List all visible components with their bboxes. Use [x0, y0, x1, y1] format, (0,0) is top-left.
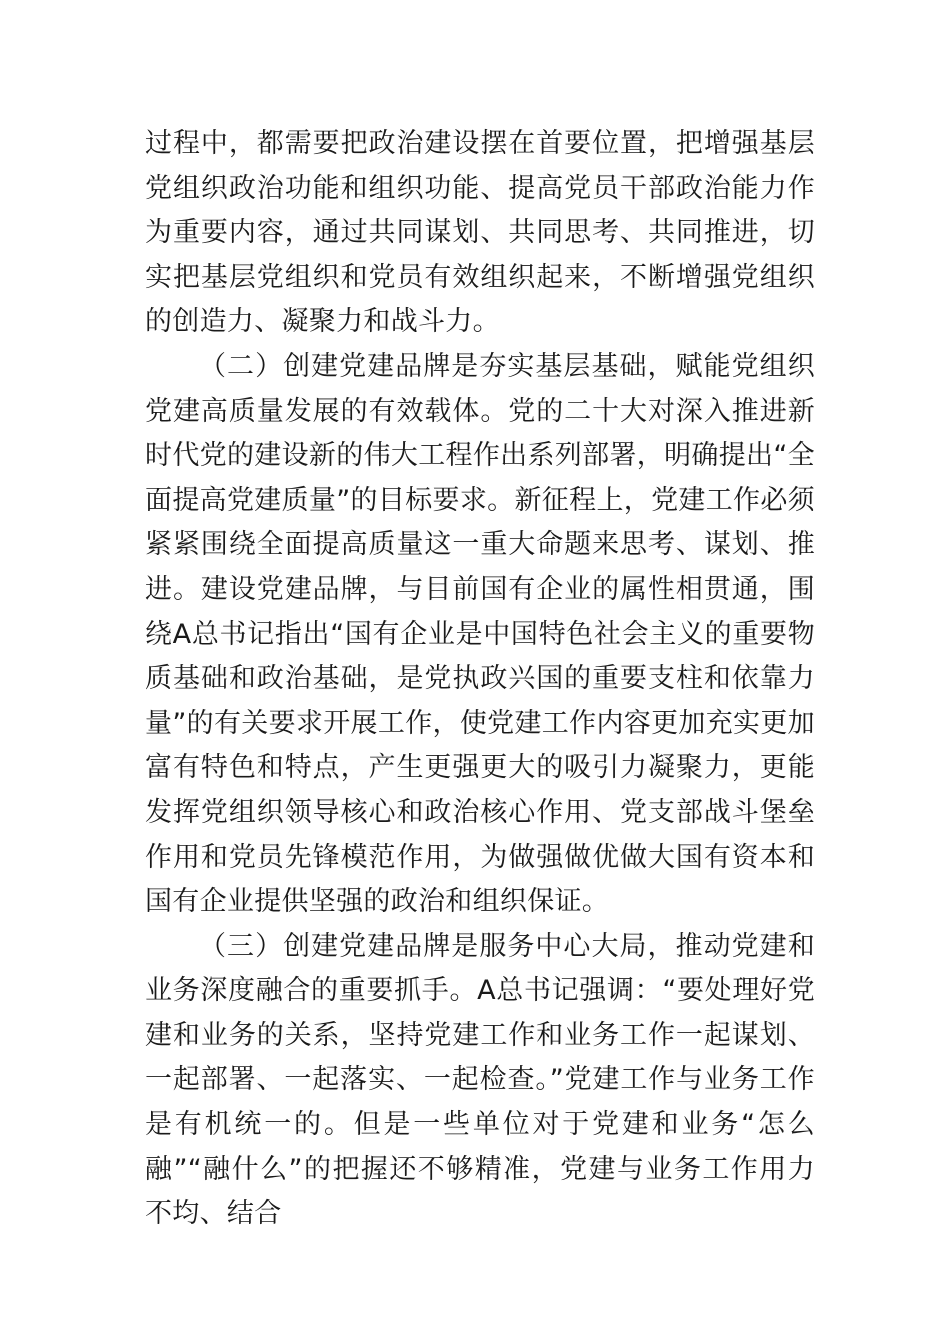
body-text — [145, 122, 815, 1237]
paragraph-2: （二）创建党建品牌是夯实基层基础，赋能党组织党建高质量发展的有效载体。党的二十大对深入推进新时代党的建设新的伟大工程作出系列部署，明确提出“全面提高党建质量”的目标要求。新征程上，党建工作必须紧紧围绕全面提高质量这一重大命题来思考、谋划、推进。建设党建品牌，与目前国有企业的属性相贯通，围绕A总书记指出“国有企业是中国特色社会主义的重要物质基础和政治基础，是党执政兴国的重要支柱和依靠力量”的有关要求开展工作，使党建工作内容更加充实更加富有特色和特点，产生更强更大的吸引力凝聚力，更能发挥党组织领导核心和政治核心作用、党支部战斗堡垒作用和党员先锋模范作用，为做强做优做大国有资本和国有企业提供坚强的政治和组织保证。 — [145, 350, 815, 918]
paragraph-1: 过程中，都需要把政治建设摆在首要位置，把增强基层党组织政治功能和组织功能、提高党员干部政治能力作为重要内容，通过共同谋划、共同思考、共同推进，切实把基层党组织和党员有效组织起来，不断增强党组织的创造力、凝聚力和战斗力。 — [145, 128, 815, 338]
paragraph-3: （三）创建党建品牌是服务中心大局，推动党建和业务深度融合的重要抓手。A总书记强调：“要处理好党建和业务的关系，坚持党建工作和业务工作一起谋划、一起部署、一起落实、一起检查。”党建工作与业务工作是有机统一的。但是一些单位对于党建和业务“怎么融”“融什么”的把握还不够精准，党建与业务工作用力不均、结合 — [145, 930, 815, 1230]
